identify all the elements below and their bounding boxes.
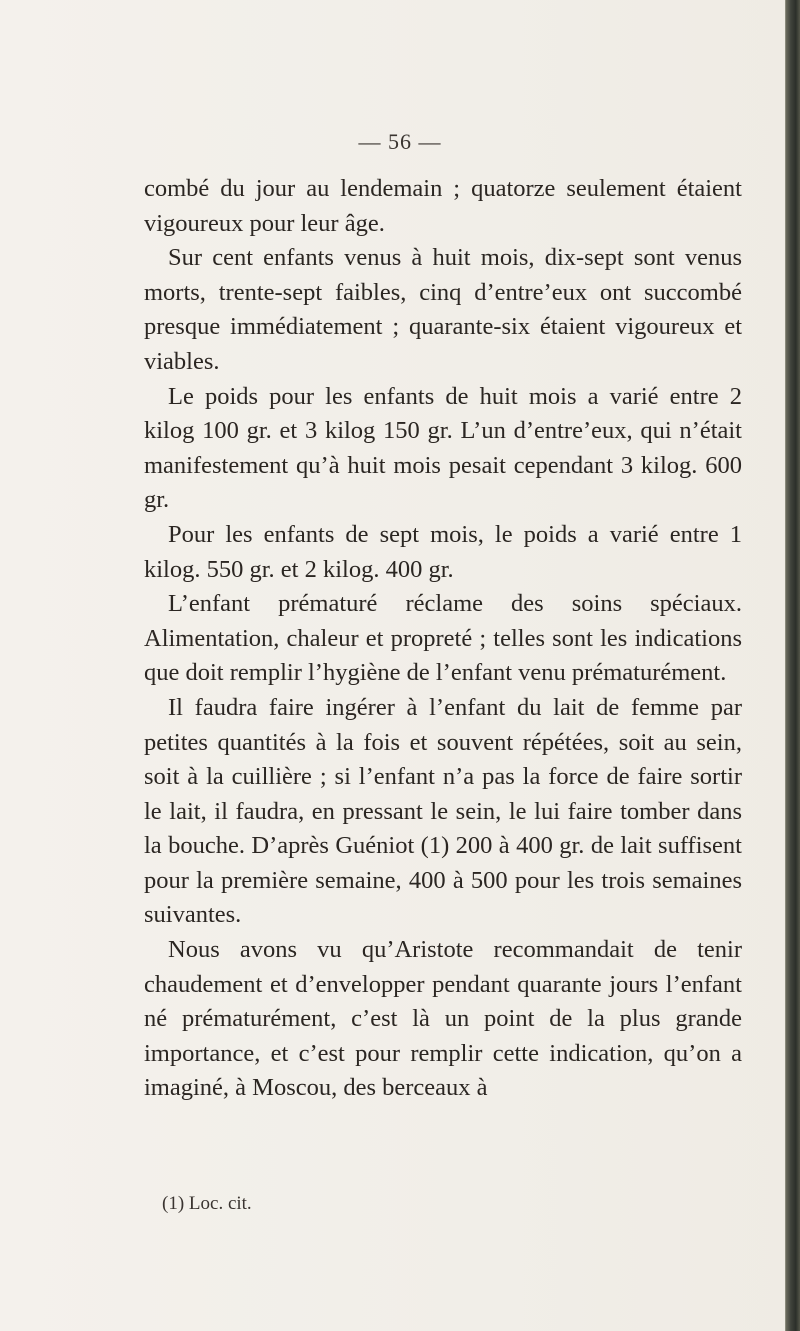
paragraph-6: Il faudra faire ingérer à l’enfant du lait de femme par petites quantités à la fois et souvent répétées, soit au sein, soit à la cuillière ; si l’enfant n’a pas la force de faire sortir le lait, il faudra, en pressant le sein, le lui faire tomber dans la bouche. D’après Guéniot (1) 200 à 400 gr. de lait suffisent pour la première semaine, 400 à 500 pour les trois semaines suivantes. [144, 693, 742, 929]
page-number: — 56 — [358, 129, 442, 154]
paragraph-2: Sur cent enfants venus à huit mois, dix-sept sont venus morts, trente-sept faibles, cinq d’entre’eux ont succombé presque immédiatement ; quarante-six étaient vigoureux et viables. [144, 244, 742, 375]
paragraph-5: L’enfant prématuré réclame des soins spéciaux. Alimentation, chaleur et propreté ; telles sont les indications que doit remplir l’hygiène de l’enfant venu prématurément. [144, 590, 742, 687]
paragraph-3: Le poids pour les enfants de huit mois a varié entre 2 kilog 100 gr. et 3 kilog 150 gr. L’un d’entre’eux, qui n’était manifestement qu’à huit mois pesait cependant 3 kilog. 600 gr. [144, 382, 742, 514]
paragraph-4: Pour les enfants de sept mois, le poids a varié entre 1 kilog. 550 gr. et 2 kilog. 400 gr. [144, 520, 742, 583]
footnote: (1) Loc. cit. [162, 1193, 252, 1214]
body-text [144, 172, 742, 1106]
paragraph-1: combé du jour au lendemain ; quatorze seulement étaient vigoureux pour leur âge. [144, 175, 742, 237]
book-spine-edge [785, 0, 800, 1331]
paragraph-7: Nous avons vu qu’Aristote recommandait de tenir chaudement et d’envelopper pendant quarante jours l’enfant né prématurément, c’est là un point de la plus grande importance, et c’est pour remplir cette indication, qu’on a imaginé, à Moscou, des berceaux à [144, 936, 742, 1102]
